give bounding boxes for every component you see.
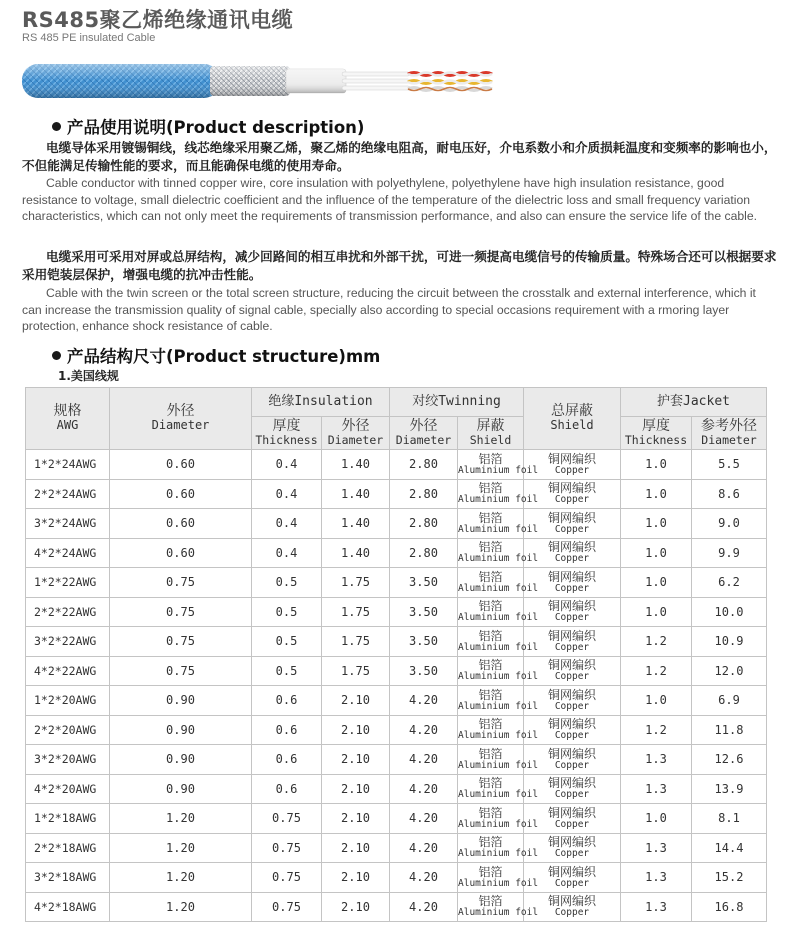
cell-insulation-diameter: 2.10 <box>322 686 390 716</box>
cell-twinning-shield: 铝箔 Aluminium foil <box>458 627 524 657</box>
cell-insulation-thickness: 0.5 <box>252 656 322 686</box>
cell-awg: 4*2*20AWG <box>26 774 110 804</box>
cell-awg: 2*2*20AWG <box>26 715 110 745</box>
cell-outer-diameter: 0.75 <box>110 597 252 627</box>
cell-total-shield: 铜网编织 Copper <box>524 479 621 509</box>
cell-twinning-shield: 铝箔 Aluminium foil <box>458 686 524 716</box>
description-heading: 产品使用说明(Product description) <box>52 114 364 138</box>
header-tw-diameter: 外径 Diameter <box>390 417 458 450</box>
cell-insulation-thickness: 0.5 <box>252 597 322 627</box>
cell-twinning-diameter: 2.80 <box>390 479 458 509</box>
cell-insulation-thickness: 0.4 <box>252 450 322 480</box>
cell-insulation-diameter: 2.10 <box>322 892 390 922</box>
cell-twinning-diameter: 2.80 <box>390 450 458 480</box>
cell-insulation-diameter: 1.75 <box>322 597 390 627</box>
header-jacket: 护套Jacket <box>621 388 767 417</box>
table-row <box>26 804 767 834</box>
cell-twinning-shield: 铝箔 Aluminium foil <box>458 479 524 509</box>
cell-twinning-shield: 铝箔 Aluminium foil <box>458 892 524 922</box>
cell-jacket-thickness: 1.2 <box>621 656 692 686</box>
cell-insulation-diameter: 2.10 <box>322 804 390 834</box>
cell-total-shield: 铜网编织 Copper <box>524 863 621 893</box>
cell-jacket-thickness: 1.0 <box>621 450 692 480</box>
cell-insulation-thickness: 0.4 <box>252 479 322 509</box>
spec-table-body <box>26 450 767 922</box>
cell-insulation-diameter: 2.10 <box>322 863 390 893</box>
header-jk-diameter: 参考外径 Diameter <box>692 417 767 450</box>
cell-twinning-shield: 铝箔 Aluminium foil <box>458 597 524 627</box>
cell-twinning-diameter: 4.20 <box>390 833 458 863</box>
cell-jacket-thickness: 1.0 <box>621 538 692 568</box>
cell-awg: 1*2*22AWG <box>26 568 110 598</box>
bullet-icon <box>52 122 61 131</box>
cell-twinning-diameter: 3.50 <box>390 627 458 657</box>
table-row <box>26 715 767 745</box>
cell-jacket-thickness: 1.3 <box>621 774 692 804</box>
cell-twinning-diameter: 4.20 <box>390 863 458 893</box>
cell-twinning-shield: 铝箔 Aluminium foil <box>458 745 524 775</box>
cell-outer-diameter: 0.75 <box>110 656 252 686</box>
cell-insulation-diameter: 1.40 <box>322 479 390 509</box>
cell-jacket-diameter: 8.1 <box>692 804 767 834</box>
table-row <box>26 863 767 893</box>
table-row <box>26 656 767 686</box>
cell-awg: 2*2*24AWG <box>26 479 110 509</box>
cell-outer-diameter: 0.90 <box>110 686 252 716</box>
cell-total-shield: 铜网编织 Copper <box>524 686 621 716</box>
cell-insulation-diameter: 1.40 <box>322 509 390 539</box>
cell-jacket-diameter: 12.6 <box>692 745 767 775</box>
header-insulation: 绝缘Insulation <box>252 388 390 417</box>
cell-awg: 3*2*20AWG <box>26 745 110 775</box>
cell-insulation-thickness: 0.5 <box>252 568 322 598</box>
cell-outer-diameter: 0.90 <box>110 774 252 804</box>
header-twinning: 对绞Twinning <box>390 388 524 417</box>
cell-outer-diameter: 0.75 <box>110 627 252 657</box>
cell-outer-diameter: 0.90 <box>110 715 252 745</box>
cell-jacket-thickness: 1.3 <box>621 892 692 922</box>
cell-insulation-diameter: 2.10 <box>322 774 390 804</box>
cell-total-shield: 铜网编织 Copper <box>524 568 621 598</box>
cell-twinning-diameter: 4.20 <box>390 774 458 804</box>
cell-total-shield: 铜网编织 Copper <box>524 774 621 804</box>
cell-insulation-diameter: 2.10 <box>322 745 390 775</box>
cell-outer-diameter: 0.75 <box>110 568 252 598</box>
cell-awg: 1*2*20AWG <box>26 686 110 716</box>
cell-total-shield: 铜网编织 Copper <box>524 656 621 686</box>
cell-insulation-thickness: 0.4 <box>252 538 322 568</box>
cell-awg: 1*2*18AWG <box>26 804 110 834</box>
cell-jacket-diameter: 16.8 <box>692 892 767 922</box>
cell-insulation-thickness: 0.6 <box>252 745 322 775</box>
cell-twinning-shield: 铝箔 Aluminium foil <box>458 833 524 863</box>
cell-jacket-diameter: 9.0 <box>692 509 767 539</box>
table-row <box>26 597 767 627</box>
cell-jacket-diameter: 6.2 <box>692 568 767 598</box>
cell-jacket-thickness: 1.3 <box>621 833 692 863</box>
cell-awg: 4*2*18AWG <box>26 892 110 922</box>
cell-awg: 3*2*18AWG <box>26 863 110 893</box>
header-tw-shield: 屏蔽 Shield <box>458 417 524 450</box>
cell-insulation-thickness: 0.6 <box>252 715 322 745</box>
cell-twinning-diameter: 2.80 <box>390 509 458 539</box>
cell-jacket-diameter: 6.9 <box>692 686 767 716</box>
cell-total-shield: 铜网编织 Copper <box>524 509 621 539</box>
cell-twinning-shield: 铝箔 Aluminium foil <box>458 774 524 804</box>
cell-twinning-shield: 铝箔 Aluminium foil <box>458 568 524 598</box>
cell-jacket-diameter: 15.2 <box>692 863 767 893</box>
cell-twinning-shield: 铝箔 Aluminium foil <box>458 863 524 893</box>
table-row <box>26 892 767 922</box>
header-outer-diameter: 外径 Diameter <box>110 388 252 450</box>
cell-outer-diameter: 0.60 <box>110 450 252 480</box>
cell-outer-diameter: 0.60 <box>110 509 252 539</box>
cell-awg: 4*2*24AWG <box>26 538 110 568</box>
cell-jacket-diameter: 12.0 <box>692 656 767 686</box>
cell-jacket-thickness: 1.0 <box>621 509 692 539</box>
cell-total-shield: 铜网编织 Copper <box>524 833 621 863</box>
header-ins-thickness: 厚度 Thickness <box>252 417 322 450</box>
table-row <box>26 774 767 804</box>
cell-twinning-diameter: 3.50 <box>390 656 458 686</box>
cell-twinning-diameter: 4.20 <box>390 686 458 716</box>
spec-table <box>25 387 767 922</box>
cell-twinning-diameter: 3.50 <box>390 597 458 627</box>
cell-awg: 1*2*24AWG <box>26 450 110 480</box>
cell-twinning-shield: 铝箔 Aluminium foil <box>458 509 524 539</box>
description-paragraph-1-cn: 电缆导体采用镀锡铜线，线芯绝缘采用聚乙烯，聚乙烯的绝缘电阻高，耐电压好，介电系数小和介质损耗温度和变频率的影响也小，不但能满足传输性能的要求，而且能确保电缆的使用寿命。 <box>22 140 777 173</box>
structure-heading: 产品结构尺寸(Product structure)mm <box>52 343 380 367</box>
cell-jacket-thickness: 1.3 <box>621 863 692 893</box>
core-segment <box>342 72 410 76</box>
cell-insulation-diameter: 2.10 <box>322 833 390 863</box>
cell-jacket-thickness: 1.0 <box>621 597 692 627</box>
cell-twinning-shield: 铝箔 Aluminium foil <box>458 450 524 480</box>
description-paragraph-2-cn: 电缆采用可采用对屏或总屏结构，减少回路间的相互串扰和外部干扰，可进一频提高电缆信号的传输质量。特殊场合还可以根据要求采用铠装层保护，增强电缆的抗冲击性能。 <box>22 249 777 282</box>
cell-insulation-diameter: 1.40 <box>322 538 390 568</box>
structure-subheading: 1.美国线规 <box>58 369 119 383</box>
cell-outer-diameter: 0.60 <box>110 479 252 509</box>
cell-jacket-diameter: 10.0 <box>692 597 767 627</box>
cell-twinning-diameter: 3.50 <box>390 568 458 598</box>
table-row <box>26 627 767 657</box>
cell-insulation-thickness: 0.6 <box>252 686 322 716</box>
table-row <box>26 568 767 598</box>
cell-jacket-thickness: 1.0 <box>621 479 692 509</box>
cell-insulation-diameter: 1.75 <box>322 568 390 598</box>
cell-jacket-thickness: 1.0 <box>621 568 692 598</box>
cell-jacket-diameter: 13.9 <box>692 774 767 804</box>
cell-jacket-diameter: 14.4 <box>692 833 767 863</box>
description-paragraph-2-en: Cable with the twin screen or the total screen structure, reducing the circuit between the crosstalk and external interference, which it can increase the transmission quality of signal cable, specially also according to special occasions requirement with a rmoring layer protection, enhance shock resistance of cable. <box>22 286 756 333</box>
table-row <box>26 538 767 568</box>
cell-outer-diameter: 0.60 <box>110 538 252 568</box>
cell-outer-diameter: 1.20 <box>110 892 252 922</box>
cell-insulation-thickness: 0.5 <box>252 627 322 657</box>
cell-awg: 2*2*22AWG <box>26 597 110 627</box>
cable-illustration <box>20 52 490 112</box>
header-total-shield: 总屏蔽 Shield <box>524 388 621 450</box>
page-title: RS485聚乙烯绝缘通讯电缆 <box>22 8 294 32</box>
cell-total-shield: 铜网编织 Copper <box>524 804 621 834</box>
cell-insulation-thickness: 0.75 <box>252 863 322 893</box>
description-paragraph-1-en: Cable conductor with tinned copper wire, core insulation with polyethylene, polyethylene have high insulation resistance, good resistance to voltage, small dielectric coefficient and the influence of the temperature of the dielectric loss and small frequency variation characteristics, which can not only meet the requirements of transmission performance, and also can ensure the service life of the cable. <box>22 176 757 223</box>
table-row <box>26 745 767 775</box>
cell-awg: 2*2*18AWG <box>26 833 110 863</box>
cell-twinning-diameter: 2.80 <box>390 538 458 568</box>
table-row <box>26 686 767 716</box>
cell-twinning-shield: 铝箔 Aluminium foil <box>458 804 524 834</box>
cell-outer-diameter: 0.90 <box>110 745 252 775</box>
cell-jacket-diameter: 9.9 <box>692 538 767 568</box>
cell-twinning-shield: 铝箔 Aluminium foil <box>458 538 524 568</box>
cell-twinning-diameter: 4.20 <box>390 892 458 922</box>
cell-jacket-diameter: 5.5 <box>692 450 767 480</box>
cell-total-shield: 铜网编织 Copper <box>524 450 621 480</box>
table-row <box>26 450 767 480</box>
cell-twinning-diameter: 4.20 <box>390 804 458 834</box>
cell-insulation-diameter: 1.75 <box>322 656 390 686</box>
cell-total-shield: 铜网编织 Copper <box>524 538 621 568</box>
cell-insulation-thickness: 0.75 <box>252 892 322 922</box>
bullet-icon <box>52 351 61 360</box>
cell-insulation-thickness: 0.75 <box>252 833 322 863</box>
cell-total-shield: 铜网编织 Copper <box>524 892 621 922</box>
cell-awg: 4*2*22AWG <box>26 656 110 686</box>
cell-insulation-thickness: 0.6 <box>252 774 322 804</box>
cell-twinning-shield: 铝箔 Aluminium foil <box>458 715 524 745</box>
cell-jacket-diameter: 10.9 <box>692 627 767 657</box>
cell-jacket-diameter: 11.8 <box>692 715 767 745</box>
cell-insulation-diameter: 2.10 <box>322 715 390 745</box>
cell-insulation-diameter: 1.40 <box>322 450 390 480</box>
cell-total-shield: 铜网编织 Copper <box>524 597 621 627</box>
cell-jacket-diameter: 8.6 <box>692 479 767 509</box>
cell-outer-diameter: 1.20 <box>110 863 252 893</box>
cell-total-shield: 铜网编织 Copper <box>524 745 621 775</box>
cell-insulation-thickness: 0.75 <box>252 804 322 834</box>
cell-jacket-thickness: 1.2 <box>621 715 692 745</box>
cell-jacket-thickness: 1.3 <box>621 745 692 775</box>
cell-total-shield: 铜网编织 Copper <box>524 715 621 745</box>
table-row <box>26 833 767 863</box>
cell-insulation-diameter: 1.75 <box>322 627 390 657</box>
cell-twinning-diameter: 4.20 <box>390 745 458 775</box>
cell-awg: 3*2*22AWG <box>26 627 110 657</box>
table-row <box>26 479 767 509</box>
table-row <box>26 509 767 539</box>
cell-jacket-thickness: 1.0 <box>621 686 692 716</box>
page-subtitle: RS 485 PE insulated Cable <box>22 32 156 44</box>
header-spec: 规格 AWG <box>26 388 110 450</box>
header-ins-diameter: 外径 Diameter <box>322 417 390 450</box>
cell-jacket-thickness: 1.0 <box>621 804 692 834</box>
cell-total-shield: 铜网编织 Copper <box>524 627 621 657</box>
header-jk-thickness: 厚度 Thickness <box>621 417 692 450</box>
cell-jacket-thickness: 1.2 <box>621 627 692 657</box>
cell-outer-diameter: 1.20 <box>110 804 252 834</box>
cell-twinning-shield: 铝箔 Aluminium foil <box>458 656 524 686</box>
cell-outer-diameter: 1.20 <box>110 833 252 863</box>
cell-insulation-thickness: 0.4 <box>252 509 322 539</box>
cell-awg: 3*2*24AWG <box>26 509 110 539</box>
cell-twinning-diameter: 4.20 <box>390 715 458 745</box>
